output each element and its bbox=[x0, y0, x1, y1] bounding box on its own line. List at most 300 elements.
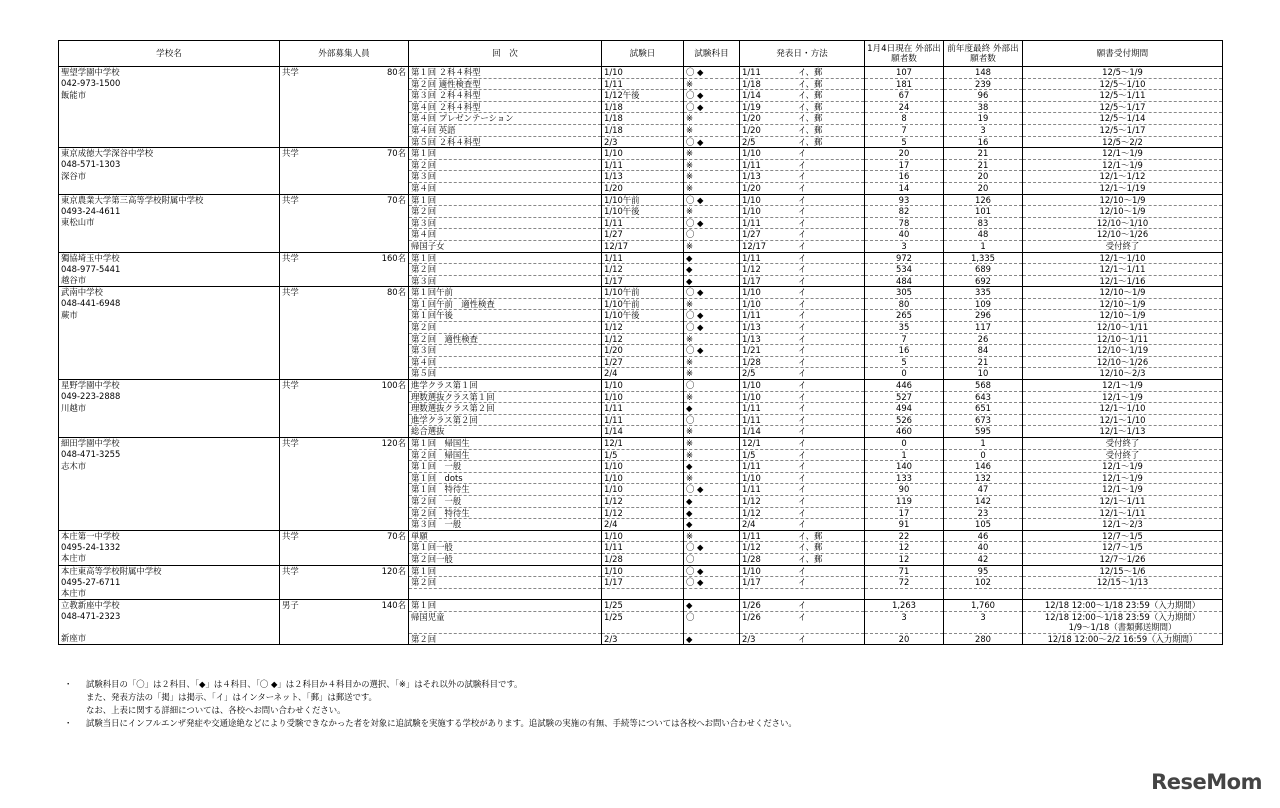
period-line: 12/5～1/17 bbox=[1099, 124, 1146, 135]
school-gender: 共学 bbox=[282, 380, 299, 391]
announce-cell bbox=[740, 553, 865, 565]
capacity-cell bbox=[280, 148, 409, 160]
period-cell bbox=[1023, 391, 1223, 403]
exam-date-cell: 1/11 bbox=[602, 78, 684, 90]
subjects-cell: ※ bbox=[684, 240, 740, 252]
exam-date-cell: 1/11 bbox=[602, 414, 684, 426]
school-cell-line: 聖望学園中学校 bbox=[59, 67, 280, 79]
period-line: 12/1～1/13 bbox=[1099, 426, 1146, 437]
applicants-prev-cell: 21 bbox=[944, 356, 1023, 368]
applicants-prev-cell: 335 bbox=[944, 287, 1023, 299]
applicants-now-cell: 3 bbox=[865, 240, 944, 252]
table-row bbox=[59, 368, 1223, 380]
period-line: 12/1～1/9 bbox=[1102, 472, 1143, 483]
applicants-prev-cell: 142 bbox=[944, 495, 1023, 507]
announce-method: イ、郵 bbox=[798, 136, 823, 147]
capacity-cell bbox=[280, 472, 409, 484]
table-row bbox=[59, 542, 1223, 554]
round-cell: 第２回 特待生 bbox=[409, 507, 602, 519]
period-line: 12/7～1/5 bbox=[1102, 542, 1143, 553]
table-row bbox=[59, 507, 1223, 519]
announce-method: イ bbox=[798, 461, 807, 472]
round-cell: 第１回 ２科４科型 bbox=[409, 67, 602, 79]
announce-method: イ bbox=[798, 519, 807, 530]
exam-date-cell: 1/25 bbox=[602, 600, 684, 612]
school-cell-line: 0495-24-1332 bbox=[59, 542, 280, 554]
applicants-prev-cell: 0 bbox=[944, 449, 1023, 461]
table-row bbox=[59, 391, 1223, 403]
school-cell-line: 048-977-5441 bbox=[59, 264, 280, 276]
round-cell: 第１回 一般 bbox=[409, 461, 602, 473]
period-cell bbox=[1023, 148, 1223, 160]
applicants-now-cell: 67 bbox=[865, 90, 944, 102]
school-gender: 共学 bbox=[282, 530, 299, 541]
capacity-cell bbox=[280, 368, 409, 380]
exam-date-cell: 1/10午前 bbox=[602, 194, 684, 206]
applicants-now-cell: 484 bbox=[865, 275, 944, 287]
round-cell: 第２回一般 bbox=[409, 553, 602, 565]
school-cell-line bbox=[59, 322, 280, 334]
period-line: 12/1～1/16 bbox=[1099, 275, 1146, 286]
announce-method: イ bbox=[798, 565, 807, 576]
note-line: また、発表方法の「掲」は掲示、「イ」はインターネット、「郵」は郵送です。 bbox=[86, 692, 377, 702]
period-cell bbox=[1023, 403, 1223, 415]
announce-method: イ、郵 bbox=[798, 530, 823, 541]
announce-date: 1/20 bbox=[742, 124, 761, 135]
announce-cell bbox=[740, 414, 865, 426]
note-item bbox=[64, 717, 797, 730]
school-cell-line: 飯能市 bbox=[59, 90, 280, 102]
announce-date: 1/10 bbox=[742, 194, 761, 205]
period-line: 12/10～1/9 bbox=[1099, 298, 1146, 309]
table-row bbox=[59, 67, 1223, 79]
header-round: 回 次 bbox=[409, 41, 602, 67]
school-cell-line bbox=[59, 333, 280, 345]
announce-date: 1/12 bbox=[742, 542, 761, 553]
round-cell: 第４回 bbox=[409, 356, 602, 368]
applicants-now-cell: 91 bbox=[865, 519, 944, 531]
period-line: 12/1～1/9 bbox=[1102, 380, 1143, 391]
round-cell: 帰国児童 bbox=[409, 611, 602, 633]
announce-method: イ bbox=[798, 380, 807, 391]
period-cell bbox=[1023, 368, 1223, 380]
applicants-prev-cell: 101 bbox=[944, 206, 1023, 218]
round-cell: 進学クラス第２回 bbox=[409, 414, 602, 426]
round-cell: 第１回午後 bbox=[409, 310, 602, 322]
applicants-prev-cell: 146 bbox=[944, 461, 1023, 473]
round-cell: 第２回 一般 bbox=[409, 495, 602, 507]
announce-date: 1/13 bbox=[742, 333, 761, 344]
table-row bbox=[59, 217, 1223, 229]
announce-cell bbox=[740, 252, 865, 264]
period-line: 12/1～1/9 bbox=[1102, 461, 1143, 472]
subjects-cell: 〇 ◆ bbox=[684, 287, 740, 299]
subjects-cell: ※ bbox=[684, 530, 740, 542]
school-cell-line: 本庄市 bbox=[59, 588, 280, 600]
school-cell-line: 048-471-3255 bbox=[59, 449, 280, 461]
period-line: 12/15～1/6 bbox=[1099, 565, 1146, 576]
exam-date-cell: 1/10午後 bbox=[602, 206, 684, 218]
announce-method: イ bbox=[798, 182, 807, 193]
period-cell bbox=[1023, 90, 1223, 102]
table-row bbox=[59, 633, 1223, 645]
subjects-cell: ※ bbox=[684, 438, 740, 450]
subjects-cell: 〇 bbox=[684, 414, 740, 426]
applicants-prev-cell: 47 bbox=[944, 484, 1023, 496]
exam-date-cell: 1/10午前 bbox=[602, 298, 684, 310]
period-line: 12/7～1/5 bbox=[1102, 530, 1143, 541]
table-row bbox=[59, 322, 1223, 334]
period-line: 12/1～1/10 bbox=[1099, 403, 1146, 414]
announce-date: 1/12 bbox=[742, 495, 761, 506]
announce-cell bbox=[740, 298, 865, 310]
applicants-prev-cell: 21 bbox=[944, 159, 1023, 171]
school-cell-line: 武南中学校 bbox=[59, 287, 280, 299]
school-gender: 共学 bbox=[282, 287, 299, 298]
exam-date-cell: 2/4 bbox=[602, 368, 684, 380]
capacity-cell bbox=[280, 565, 409, 577]
period-line: 12/10～1/10 bbox=[1096, 217, 1149, 228]
applicants-now-cell: 17 bbox=[865, 159, 944, 171]
announce-cell bbox=[740, 182, 865, 194]
round-cell: 第２回 bbox=[409, 633, 602, 645]
announce-cell bbox=[740, 159, 865, 171]
exam-date-cell: 1/14 bbox=[602, 426, 684, 438]
round-cell: 単願 bbox=[409, 530, 602, 542]
announce-date: 1/11 bbox=[742, 414, 761, 425]
period-cell bbox=[1023, 345, 1223, 357]
period-line: 12/10～1/11 bbox=[1096, 322, 1149, 333]
period-cell bbox=[1023, 78, 1223, 90]
period-cell bbox=[1023, 264, 1223, 276]
period-line: 12/18 12:00～1/18 23:59（入力期間） bbox=[1044, 600, 1201, 611]
applicants-prev-cell: 651 bbox=[944, 403, 1023, 415]
announce-method: イ bbox=[798, 438, 807, 448]
applicants-prev-cell: 643 bbox=[944, 391, 1023, 403]
note-line: 試験当日にインフルエンザ発症や交通途絶などにより受験できなかった者を対象に追試験を実施する学校があります。追試験の実施の有無、手続等については各校へお問い合わせください。 bbox=[86, 718, 797, 728]
period-line: 12/10～1/9 bbox=[1099, 310, 1146, 321]
school-cell-line bbox=[59, 113, 280, 125]
capacity-cell bbox=[280, 484, 409, 496]
capacity-cell bbox=[280, 600, 409, 612]
capacity-cell bbox=[280, 438, 409, 450]
school-cell-line: 新座市 bbox=[59, 633, 280, 645]
announce-cell bbox=[740, 438, 865, 450]
exam-date-cell: 1/10 bbox=[602, 67, 684, 79]
announce-cell bbox=[740, 78, 865, 90]
applicants-now-cell: 446 bbox=[865, 380, 944, 392]
announce-method: イ、郵 bbox=[798, 113, 823, 124]
school-cell-line: 細田学園中学校 bbox=[59, 438, 280, 450]
round-cell: 第１回 bbox=[409, 194, 602, 206]
announce-cell bbox=[740, 264, 865, 276]
applicants-now-cell: 305 bbox=[865, 287, 944, 299]
announce-method: イ bbox=[798, 449, 807, 460]
school-capacity: 70名 bbox=[386, 530, 406, 541]
applicants-now-cell: 12 bbox=[865, 553, 944, 565]
subjects-cell: 〇 ◆ bbox=[684, 194, 740, 206]
round-cell: 第２回 bbox=[409, 264, 602, 276]
exam-date-cell: 1/20 bbox=[602, 345, 684, 357]
period-line: 12/7～1/26 bbox=[1099, 553, 1146, 564]
period-cell bbox=[1023, 438, 1223, 450]
applicants-now-cell: 972 bbox=[865, 252, 944, 264]
subjects-cell: ※ bbox=[684, 298, 740, 310]
period-line: 12/1～1/10 bbox=[1099, 414, 1146, 425]
announce-method: イ bbox=[798, 414, 807, 425]
applicants-prev-cell: 102 bbox=[944, 577, 1023, 589]
school-cell-line bbox=[59, 182, 280, 194]
capacity-cell bbox=[280, 113, 409, 125]
applicants-prev-cell: 109 bbox=[944, 298, 1023, 310]
announce-cell bbox=[740, 426, 865, 438]
announce-method: イ、郵 bbox=[798, 78, 823, 89]
exam-date-cell: 2/3 bbox=[602, 136, 684, 148]
announce-method: イ bbox=[798, 426, 807, 437]
applicants-prev-cell: 595 bbox=[944, 426, 1023, 438]
applicants-prev-cell: 48 bbox=[944, 229, 1023, 241]
school-cell-line bbox=[59, 229, 280, 241]
period-cell bbox=[1023, 495, 1223, 507]
school-capacity: 140名 bbox=[381, 600, 406, 611]
exam-date-cell: 1/27 bbox=[602, 229, 684, 241]
subjects-cell: ◆ bbox=[684, 600, 740, 612]
announce-date: 1/11 bbox=[742, 252, 761, 263]
period-line: 12/5～2/2 bbox=[1102, 136, 1143, 147]
applicants-now-cell: 16 bbox=[865, 345, 944, 357]
capacity-cell bbox=[280, 403, 409, 415]
period-line: 受付終了 bbox=[1105, 240, 1140, 251]
table-row bbox=[59, 438, 1223, 450]
subjects-cell: 〇 ◆ bbox=[684, 322, 740, 334]
table-row bbox=[59, 136, 1223, 148]
applicants-prev-cell: 117 bbox=[944, 322, 1023, 334]
announce-cell bbox=[740, 148, 865, 160]
announce-date: 1/17 bbox=[742, 577, 761, 588]
announce-method: イ、郵 bbox=[798, 90, 823, 101]
announce-date: 1/17 bbox=[742, 275, 761, 286]
announce-cell bbox=[740, 600, 865, 612]
announce-date: 1/14 bbox=[742, 90, 761, 101]
table-body bbox=[59, 67, 1223, 645]
applicants-now-cell: 22 bbox=[865, 530, 944, 542]
period-cell bbox=[1023, 633, 1223, 645]
announce-method: イ bbox=[798, 148, 807, 159]
table-row bbox=[59, 206, 1223, 218]
exam-date-cell: 1/12午後 bbox=[602, 90, 684, 102]
note-item bbox=[64, 678, 797, 717]
capacity-cell bbox=[280, 391, 409, 403]
school-cell-line: 042-973-1500 bbox=[59, 78, 280, 90]
period-line: 12/1～1/12 bbox=[1099, 171, 1146, 182]
announce-date: 2/5 bbox=[742, 368, 756, 379]
period-cell bbox=[1023, 287, 1223, 299]
announce-date: 1/11 bbox=[742, 67, 761, 77]
period-cell bbox=[1023, 542, 1223, 554]
capacity-cell bbox=[280, 380, 409, 392]
period-cell bbox=[1023, 600, 1223, 612]
announce-date: 1/11 bbox=[742, 461, 761, 472]
school-capacity: 70名 bbox=[386, 194, 406, 205]
table-row bbox=[59, 577, 1223, 589]
announce-cell bbox=[740, 449, 865, 461]
school-cell-line bbox=[59, 101, 280, 113]
period-line: 受付終了 bbox=[1105, 438, 1140, 448]
table-row bbox=[59, 113, 1223, 125]
announce-date: 1/20 bbox=[742, 182, 761, 193]
round-cell: 第３回 ２科４科型 bbox=[409, 90, 602, 102]
announce-cell bbox=[740, 101, 865, 113]
school-gender: 共学 bbox=[282, 194, 299, 205]
school-cell-line: 0495-27-6711 bbox=[59, 577, 280, 589]
exam-date-cell: 12/17 bbox=[602, 240, 684, 252]
header-school: 学校名 bbox=[59, 41, 280, 67]
subjects-cell: ◆ bbox=[684, 507, 740, 519]
exam-date-cell: 1/10 bbox=[602, 565, 684, 577]
capacity-cell bbox=[280, 530, 409, 542]
applicants-prev-cell: 1 bbox=[944, 240, 1023, 252]
capacity-cell bbox=[280, 461, 409, 473]
period-line: 12/10～2/3 bbox=[1099, 368, 1146, 379]
period-line: 12/1～1/19 bbox=[1099, 182, 1146, 193]
applicants-prev-cell: 95 bbox=[944, 565, 1023, 577]
period-line: 12/10～1/19 bbox=[1096, 345, 1149, 356]
capacity-cell bbox=[280, 414, 409, 426]
announce-method: イ bbox=[798, 275, 807, 286]
announce-cell bbox=[740, 287, 865, 299]
capacity-cell bbox=[280, 310, 409, 322]
announce-method: イ bbox=[798, 368, 807, 379]
exam-date-cell: 1/10 bbox=[602, 148, 684, 160]
school-capacity: 100名 bbox=[381, 380, 406, 391]
announce-cell bbox=[740, 240, 865, 252]
announce-date: 1/26 bbox=[742, 611, 761, 622]
capacity-cell bbox=[280, 507, 409, 519]
table-row bbox=[59, 252, 1223, 264]
school-cell-line: 048-441-6948 bbox=[59, 298, 280, 310]
round-cell: 第３回 bbox=[409, 275, 602, 287]
period-cell bbox=[1023, 171, 1223, 183]
school-cell-line: 星野学園中学校 bbox=[59, 380, 280, 392]
school-cell-line: 越谷市 bbox=[59, 275, 280, 287]
period-cell bbox=[1023, 217, 1223, 229]
announce-cell bbox=[740, 542, 865, 554]
round-cell: 第３回 bbox=[409, 345, 602, 357]
announce-method: イ bbox=[798, 333, 807, 344]
subjects-cell: 〇 ◆ bbox=[684, 345, 740, 357]
announce-date: 2/3 bbox=[742, 633, 756, 644]
applicants-prev-cell: 3 bbox=[944, 124, 1023, 136]
subjects-cell: ※ bbox=[684, 159, 740, 171]
announce-cell bbox=[740, 368, 865, 380]
announce-cell bbox=[740, 588, 865, 600]
subjects-cell: ※ bbox=[684, 182, 740, 194]
note-bullet: ・ bbox=[64, 679, 73, 689]
announce-date: 1/5 bbox=[742, 449, 756, 460]
announce-date: 1/10 bbox=[742, 472, 761, 483]
round-cell: 第１回 bbox=[409, 600, 602, 612]
period-line: 12/1～1/9 bbox=[1102, 391, 1143, 402]
subjects-cell: ※ bbox=[684, 391, 740, 403]
table-row bbox=[59, 449, 1223, 461]
round-cell: 第２回 適性検査型 bbox=[409, 78, 602, 90]
school-cell-line bbox=[59, 240, 280, 252]
school-cell-line bbox=[59, 136, 280, 148]
applicants-now-cell: 3 bbox=[865, 611, 944, 633]
table-row bbox=[59, 264, 1223, 276]
exam-date-cell: 1/10 bbox=[602, 472, 684, 484]
subjects-cell: ◆ bbox=[684, 275, 740, 287]
table-row bbox=[59, 472, 1223, 484]
school-cell-line: 東京農業大学第三高等学校附属中学校 bbox=[59, 194, 280, 206]
period-line: 12/5～1/17 bbox=[1099, 101, 1146, 112]
table-row bbox=[59, 519, 1223, 531]
period-line: 12/10～1/9 bbox=[1099, 287, 1146, 298]
applicants-now-cell: 7 bbox=[865, 124, 944, 136]
applicants-prev-cell: 1,760 bbox=[944, 600, 1023, 612]
applicants-now-cell: 20 bbox=[865, 148, 944, 160]
capacity-cell bbox=[280, 426, 409, 438]
exam-date-cell: 1/12 bbox=[602, 507, 684, 519]
school-gender: 共学 bbox=[282, 148, 299, 159]
subjects-cell: 〇 ◆ bbox=[684, 217, 740, 229]
applicants-prev-cell: 126 bbox=[944, 194, 1023, 206]
applicants-prev-cell: 19 bbox=[944, 113, 1023, 125]
subjects-cell: 〇 bbox=[684, 229, 740, 241]
announce-method: イ bbox=[798, 507, 807, 518]
table-row bbox=[59, 553, 1223, 565]
announce-date: 1/12 bbox=[742, 264, 761, 275]
applicants-now-cell: 5 bbox=[865, 356, 944, 368]
announce-date: 1/26 bbox=[742, 600, 761, 611]
announce-method: イ bbox=[798, 495, 807, 506]
announce-date: 1/10 bbox=[742, 298, 761, 309]
school-cell-line bbox=[59, 507, 280, 519]
round-cell: 第４回 bbox=[409, 182, 602, 194]
round-cell: 第１回 bbox=[409, 148, 602, 160]
school-cell-line bbox=[59, 519, 280, 531]
announce-method: イ bbox=[798, 391, 807, 402]
period-cell bbox=[1023, 611, 1223, 633]
capacity-cell bbox=[280, 206, 409, 218]
period-cell bbox=[1023, 182, 1223, 194]
announce-date: 12/17 bbox=[742, 240, 767, 251]
subjects-cell: 〇 ◆ bbox=[684, 67, 740, 79]
school-capacity: 120名 bbox=[381, 438, 406, 448]
school-gender: 共学 bbox=[282, 565, 299, 576]
applicants-now-cell: 14 bbox=[865, 182, 944, 194]
school-cell-line: 東京成徳大学深谷中学校 bbox=[59, 148, 280, 160]
round-cell: 第３回 bbox=[409, 217, 602, 229]
announce-date: 1/11 bbox=[742, 403, 761, 414]
applicants-now-cell: 265 bbox=[865, 310, 944, 322]
table-row bbox=[59, 78, 1223, 90]
exam-date-cell: 1/18 bbox=[602, 113, 684, 125]
applicants-now-cell: 7 bbox=[865, 333, 944, 345]
announce-date: 2/5 bbox=[742, 136, 756, 147]
round-cell: 第２回 bbox=[409, 206, 602, 218]
announce-cell bbox=[740, 495, 865, 507]
school-cell-line: 獨協埼玉中学校 bbox=[59, 252, 280, 264]
applicants-now-cell: 80 bbox=[865, 298, 944, 310]
capacity-cell bbox=[280, 495, 409, 507]
applicants-prev-cell: 1,335 bbox=[944, 252, 1023, 264]
exam-date-cell: 1/12 bbox=[602, 264, 684, 276]
school-cell-line bbox=[59, 484, 280, 496]
school-cell-line: 049-223-2888 bbox=[59, 391, 280, 403]
announce-cell bbox=[740, 530, 865, 542]
period-cell bbox=[1023, 322, 1223, 334]
